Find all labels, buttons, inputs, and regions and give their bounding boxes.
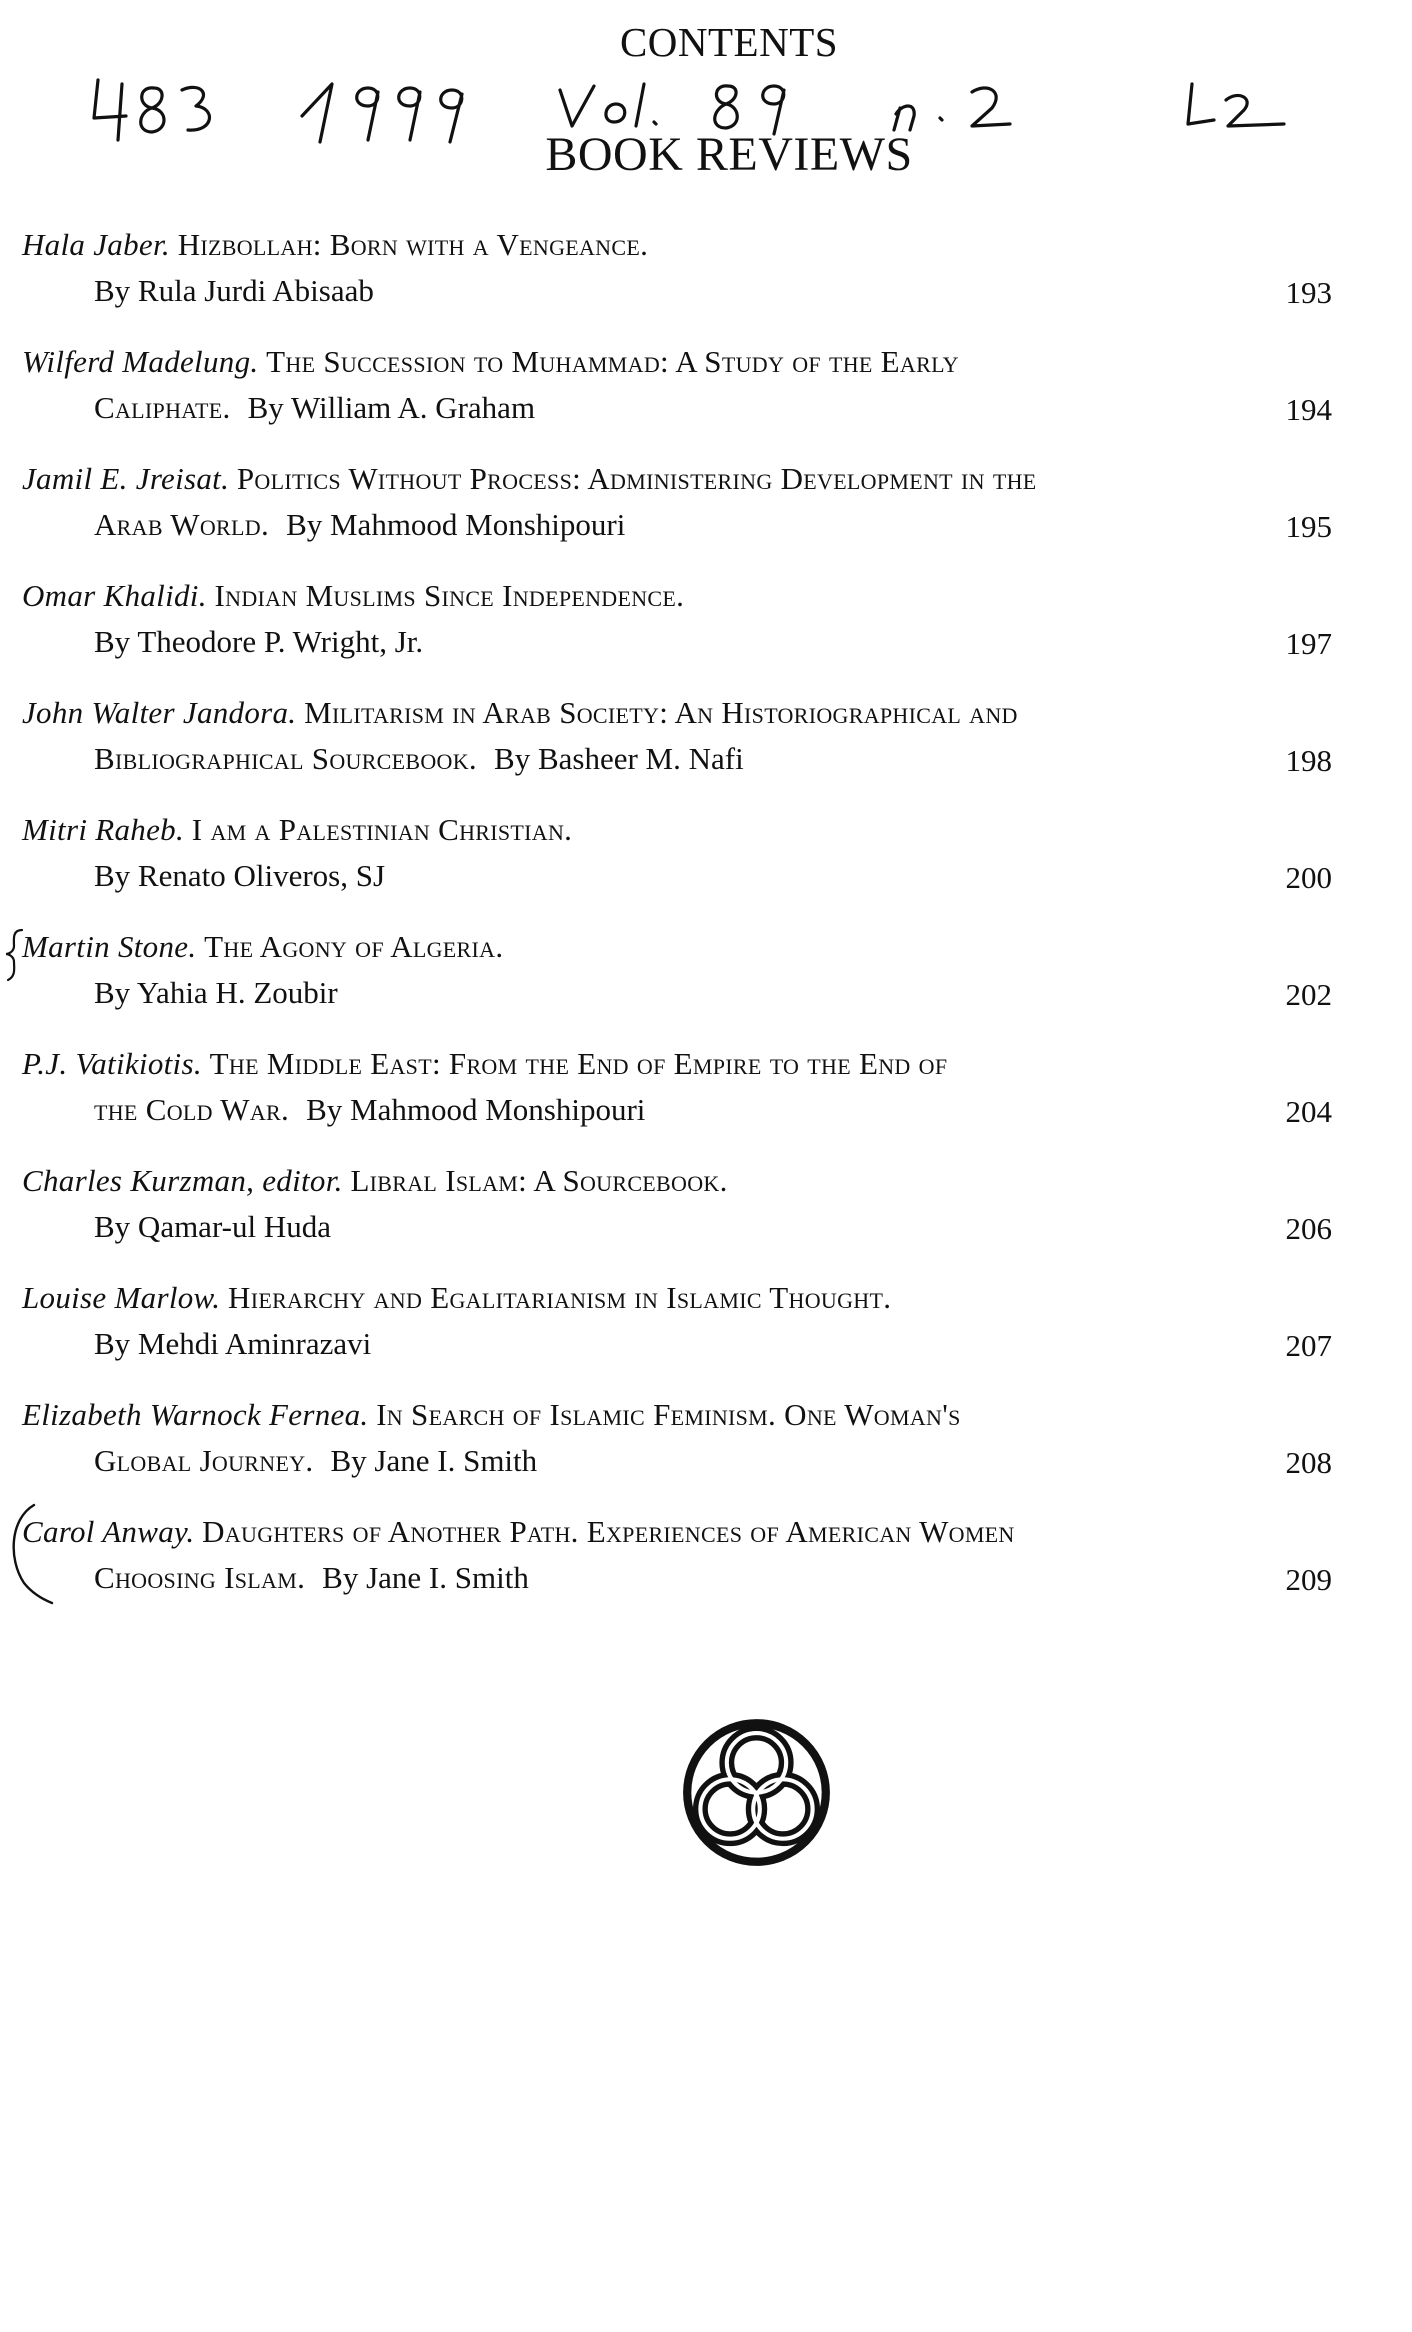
review-title-continued: Caliphate. [94,390,231,425]
review-title: Indian Muslims Since Independence. [214,578,685,613]
review-author: Mitri Raheb. [22,812,185,847]
review-entry [22,222,1332,322]
review-entry [22,1275,1332,1375]
contents-heading: CONTENTS [619,19,839,65]
review-title: The Succession to Muhammad: A Study of the Early [266,344,959,379]
review-author: Omar Khalidi. [22,578,207,613]
reviewer: By Jane I. Smith [322,1560,529,1595]
reviewer: By Qamar-ul Huda [94,1209,331,1244]
review-title-continued: the Cold War. [94,1092,290,1127]
review-title: Politics Without Process: Administering Development in the [236,461,1037,496]
handwritten-parenthesis-mark [6,1499,56,1609]
reviewer: By William A. Graham [247,390,536,425]
review-title: I am a Palestinian Christian. [191,812,573,847]
review-entry [22,690,1332,790]
review-title: Libral Islam: A Sourcebook. [350,1163,728,1198]
review-author: Louise Marlow. [22,1280,221,1315]
review-author: Charles Kurzman, editor. [22,1163,343,1198]
review-entry [22,1509,1332,1609]
review-entry [22,924,1332,1024]
page-number: 207 [1285,1328,1332,1363]
reviewer: By Theodore P. Wright, Jr. [94,624,424,659]
review-author: P.J. Vatikiotis. [22,1046,202,1081]
review-entry [22,339,1332,439]
page-number: 198 [1285,743,1332,778]
book-reviews-heading: BOOK REVIEWS [545,128,913,181]
review-author: Elizabeth Warnock Fernea. [22,1397,369,1432]
review-title: Daughters of Another Path. Experiences of American Women [202,1514,1015,1549]
page-number: 208 [1285,1445,1332,1480]
reviewer: By Basheer M. Nafi [494,741,744,776]
page-number: 197 [1285,626,1332,661]
reviewer: By Mahmood Monshipouri [286,507,626,542]
review-title-continued: Choosing Islam. [94,1560,306,1595]
review-entry [22,456,1332,556]
page-number: 194 [1285,392,1332,427]
review-author: Carol Anway. [22,1514,195,1549]
review-title: Hizbollah: Born with a Vengeance. [177,227,649,262]
review-author: Hala Jaber. [22,227,170,262]
page-number: 204 [1285,1094,1332,1129]
review-entry [22,1392,1332,1492]
review-title: The Middle East: From the End of Empire to the End of [209,1046,948,1081]
review-title: Hierarchy and Egalitarianism in Islamic Thought. [228,1280,892,1315]
review-entry [22,807,1332,907]
page-number: 193 [1285,275,1332,310]
page-number: 200 [1285,860,1332,895]
review-title: Militarism in Arab Society: An Historiographical and [304,695,1018,730]
review-author: Martin Stone. [22,929,197,964]
review-title-continued: Bibliographical Sourcebook. [94,741,477,776]
review-title: In Search of Islamic Feminism. One Woman's [376,1397,961,1432]
page-number: 195 [1285,509,1332,544]
reviewer: By Jane I. Smith [330,1443,538,1478]
celtic-knot-ornament [674,1710,839,1875]
review-title-continued: Arab World. [94,507,270,542]
review-title: The Agony of Algeria. [204,929,504,964]
reviewer: By Renato Oliveros, SJ [94,858,386,893]
reviewer: By Yahia H. Zoubir [94,975,338,1010]
reviewer: By Mehdi Aminrazavi [94,1326,372,1361]
page-number: 209 [1285,1562,1332,1597]
reviewer: By Mahmood Monshipouri [306,1092,646,1127]
review-author: Wilferd Madelung. [22,344,259,379]
review-entry [22,1041,1332,1141]
review-author: John Walter Jandora. [22,695,297,730]
reviewer: By Rula Jurdi Abisaab [94,273,374,308]
handwritten-bracket-mark [4,926,26,982]
page-number: 202 [1285,977,1332,1012]
page-number: 206 [1285,1211,1332,1246]
review-entry [22,1158,1332,1258]
review-title-continued: Global Journey. [94,1443,314,1478]
review-author: Jamil E. Jreisat. [22,461,230,496]
review-entry [22,573,1332,673]
